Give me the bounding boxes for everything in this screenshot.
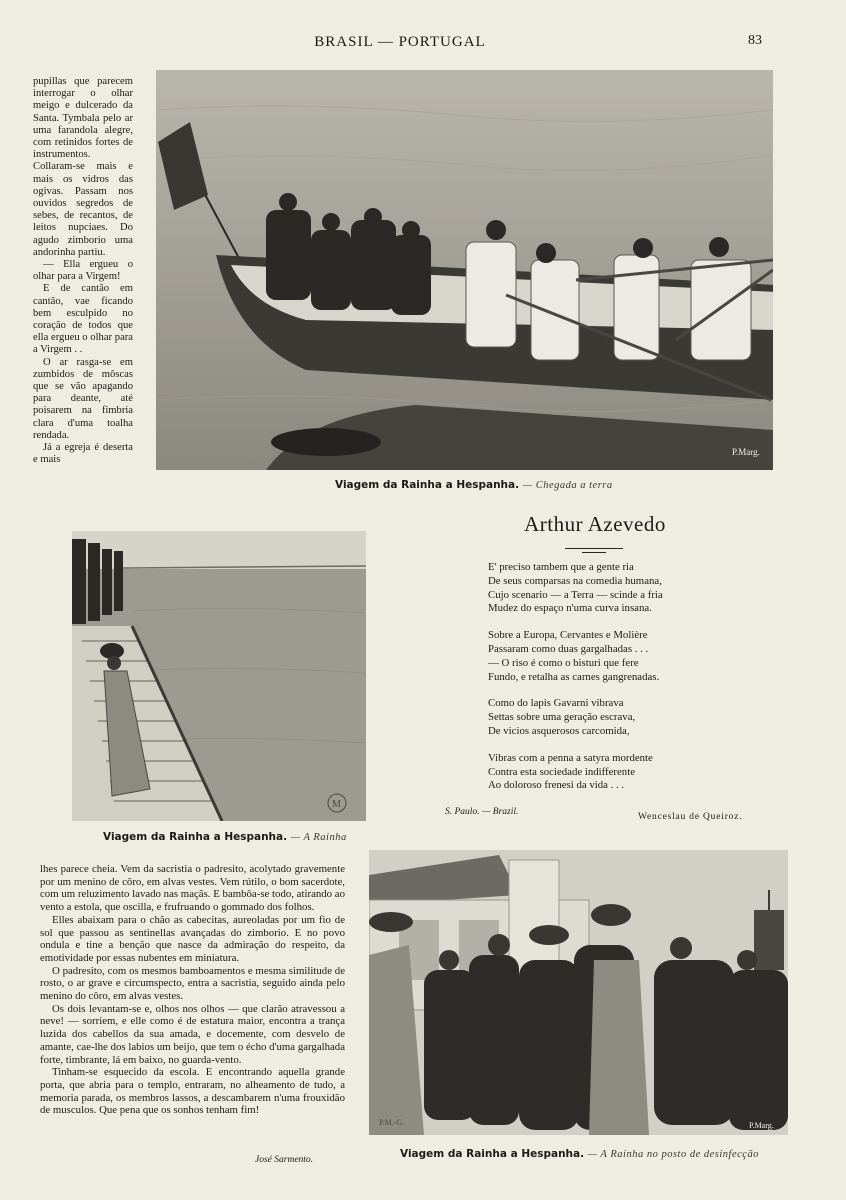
paragraph: O ar rasga-se em zumbidos de môscas que se vão apagando para deante, até poisarem na fimbria clara d'uma toalha rendada. [33, 356, 133, 441]
poem-place: S. Paulo. — Brazil. [445, 807, 519, 817]
paragraph: — Ella ergueu o olhar para a Virgem! [33, 259, 133, 283]
poem-line: Fundo, e retalha as carnes gangrenadas. [488, 670, 660, 683]
poem-title: Arthur Azevedo [524, 512, 666, 536]
caption-sub: — A Rainha [290, 832, 347, 843]
caption-main: Viagem da Rainha a Hespanha. [103, 831, 288, 843]
caption-queen [103, 831, 347, 843]
photo-boat-arrival [156, 70, 773, 470]
poem-line: Sobre a Europa, Cervantes e Molière [488, 629, 648, 642]
crowd-scene-illustration [369, 850, 788, 1135]
poem-line: Cujo scenario — a Terra — scinde a fria [488, 588, 663, 601]
photo-credit: P.Marg. [732, 447, 760, 457]
caption-sub: — Chegada a terra [522, 480, 613, 491]
poem-line: Vibras com a penna a satyra mordente [488, 751, 653, 764]
photo-disinfection-post [369, 850, 788, 1135]
poem-line: De seus comparsas na comedia humana, [488, 574, 662, 587]
poem-line: Ao doloroso frenesi da vida . . . [488, 779, 625, 792]
paragraph: pupillas que parecem interrogar o olhar meigo e dulcerado da Santa. Tymbala pelo ar uma farandola alegre, com retinidos fortes de instrumentos. Collaram-se mais e mais os vidros das ogivas. Passam nos ouvidos segredos de sebes, de recantos, de leitos nupciaes. Do agudo zimborio uma andorinha partiu. [33, 76, 133, 258]
poem-line: Settas sobre uma geração escrava, [488, 711, 636, 724]
poem-stanza [488, 629, 748, 684]
poem-line: Passaram como duas gargalhadas . . . [488, 642, 649, 655]
running-header: BRASIL — PORTUGAL [314, 34, 486, 50]
caption-disinfection-post [400, 1148, 759, 1160]
story-text [40, 863, 345, 1117]
caption-main: Viagem da Rainha a Hespanha. [400, 1148, 585, 1160]
paragraph: Tinham-se esquecido da escola. E encontrando aquella grande porta, que abria para o templo, entraram, no alheamento de tudo, a memoria parada, os membros lassos, a descambarem n'uma frouxidão de musculos. Que pena que os sonhos tenham fim! [40, 1066, 345, 1117]
divider [582, 552, 606, 553]
divider [565, 548, 623, 549]
photo-credit: P.M.-G. [379, 1118, 405, 1127]
poem-line: Como do lapis Gavarni vibrava [488, 697, 624, 710]
photo-credit: P.Marg. [749, 1121, 774, 1130]
paragraph: O padresito, com os mesmos bamboamentos e mesma similitude de rosto, o ar grave e circumspecto, entra a sacristia, seguido ainda pelo menino do côro, em alvas vestes. [40, 964, 345, 1003]
paragraph: Os dois levantam-se e, olhos nos olhos — que clarão atravessou a neve! — sorriem, e elle como é de estatura maior, encontra a trança luzida dos cabellos da sua amada, e docemente, com desvelo de amante, cae-lhe dos labios um beijo, que tem o écho d'uma gargalhada forte, timbrante, lá em baixo, no guarda-vento. [40, 1002, 345, 1066]
caption-sub: — A Rainha no posto de desinfecção [587, 1149, 759, 1160]
left-column-text [33, 76, 133, 467]
poem-line: De vicios asquerosos carcomida, [488, 724, 630, 737]
paragraph: E de cantão em cantão, vae ficando bem esculpido no coração de todos que ella ergueu o olhar para a Virgem . . [33, 283, 133, 356]
author-signature: José Sarmento. [255, 1155, 314, 1165]
caption-boat-arrival [335, 479, 613, 491]
poem-author: Wenceslau de Queiroz. [638, 812, 743, 822]
poem-line: E' preciso tambem que a gente ria [488, 561, 634, 573]
stairs-scene-illustration [72, 531, 366, 821]
paragraph: lhes parece cheia. Vem da sacristia o padresito, acolytado gravemente por um menino de côro, em alvas vestes. Vem rútilo, o bom sacerdote, com um reluzimento lavado nas maçãs. E bambôa-se todo, atirando ao vento a estola, que oscilla, e frufruando o gommado dos folhos. [40, 863, 345, 914]
poem-stanza [488, 561, 748, 616]
caption-main: Viagem da Rainha a Hespanha. [335, 479, 520, 491]
photo-credit: M [332, 799, 341, 810]
poem-stanza [488, 697, 748, 738]
poem-line: Mudez do espaço n'uma curva insana. [488, 602, 652, 615]
poem-line: — O riso é como o bisturi que fere [488, 656, 639, 669]
page-number: 83 [748, 33, 762, 48]
poem-stanza [488, 752, 748, 793]
paragraph: Já a egreja é deserta e mais [33, 442, 133, 466]
boat-scene-illustration [156, 70, 773, 470]
poem-body [488, 561, 748, 806]
poem-line: Contra esta sociedade indifferente [488, 765, 635, 778]
photo-queen-stairs [72, 531, 366, 821]
paragraph: Elles abaixam para o chão as cabecitas, aureoladas por um fio de sol que passou as sentinellas avançadas do zimborio. E no povo ondula e tine a benção que nasce da admiração do respeito, da emotividade por essas nubentes em miniatura. [40, 913, 345, 964]
